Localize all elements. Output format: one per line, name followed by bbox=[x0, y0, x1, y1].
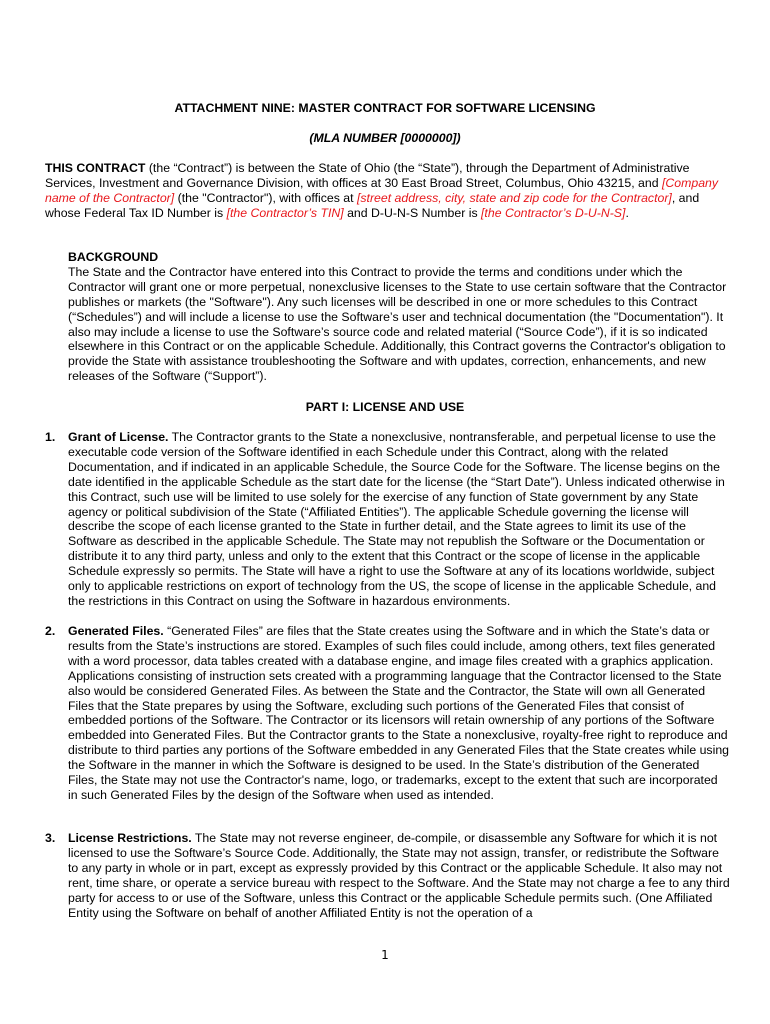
background-text: The State and the Contractor have entered into this Contract to provide the terms and conditions under which the Contractor will grant one or more perpetual, nonexclusive licenses to the State to use certain software that the Contractor publishes or markets (the "Software"). Any such licenses will be described in one or more schedules to this Contract (“Schedules”) and will include a license to use the Software’s user and technical documentation (the "Documentation"). It also may include a license to use the Software’s source code and related material (“Source Code”), if it is so indicated elsewhere in this Contract or on the applicable Schedule. Additionally, this Contract governs the Contractor's obligation to provide the State with assistance troubleshooting the Software and with updates, correction, enhancements, and new releases of the Software (“Support”). bbox=[68, 264, 727, 384]
section-generated-files bbox=[45, 624, 730, 803]
intro-text-3: , and whose Federal Tax ID Number is bbox=[45, 190, 700, 220]
section-text: The State may not reverse engineer, de-compile, or disassemble any Software for which it is not licensed to use the Software’s Source Code. Additionally, the State may not assign, transfer, or redistribute the Software to any party in whole or in part, except as expressly provided by this Contract or the applicable Schedule. It also may not rent, time share, or operate a service bureau with respect to the Software. And the State may not charge a fee to any third party for access to or use of the Software, unless this Contract or the applicable Schedule permits such. (One Affiliated Entity using the Software on behalf of another Affiliated Entity is not the operation of a bbox=[68, 831, 730, 920]
page-number: 1 bbox=[381, 948, 389, 962]
intro-text-5: . bbox=[625, 205, 629, 220]
address-placeholder: [street address, city, state and zip code for the Contractor] bbox=[356, 190, 672, 205]
intro-lead: THIS CONTRACT bbox=[45, 161, 146, 175]
section-text: “Generated Files” are files that the State creates using the Software and in which the State’s data or results from the State’s instructions are stored. Examples of such files could include, among others, text files generated with a word processor, data tables created with a database engine, and image files created with a graphics application. Applications consisting of instruction sets created with a programming language that the Contractor licensed to the State also would be considered Generated Files. As between the State and the Contractor, the State will own all Generated Files that the State prepares by using the Software, excluding such portions of the Generated Files that consist of embedded portions of the Software. The Contractor or its licensors will retain ownership of any portions of the Software embedded into Generated Files. But the Contractor grants to the State a nonexclusive, royalty-free right to reproduce and distribute to third parties any portions of the Software embedded in any Generated Files that the State creates while using the Software in the manner in which the Software is designed to be used. In the State’s distribution of the Generated Files, the State may not use the Contractor's name, logo, or trademarks, except to the extent that such are incorporated in such Generated Files by the design of the Software when used as intended. bbox=[68, 624, 729, 802]
section-grant-of-license bbox=[45, 430, 730, 609]
section-number: 3. bbox=[45, 831, 56, 845]
intro-text-4: and D-U-N-S Number is bbox=[343, 205, 482, 220]
section-number: 2. bbox=[45, 624, 56, 638]
section-heading: License Restrictions. bbox=[68, 831, 192, 845]
section-license-restrictions bbox=[45, 831, 730, 920]
section-text: The Contractor grants to the State a nonexclusive, nontransferable, and perpetual license to use the executable code version of the Software identified in each Schedule under this Contract, along with the related Documentation, and if indicated in an applicable Schedule, the Source Code for the Software. The license begins on the date identified in the applicable Schedule as the start date for the license (the “Start Date”). Unless indicated otherwise in this Contract, such use will be limited to use solely for the exercise of any function of State government by any State agency or political subdivision of the State (“Affiliated Entities”). The applicable Schedule governing the license will describe the scope of each license granted to the State in further detail, and the State agrees to limit its use of the Software as described in the applicable Schedule. The State may not republish the Software or the Documentation or distribute it to any third party, unless and only to the extent that this Contract or the scope of license in the applicable Schedule expressly so permits. The State will have a right to use the Software at any of its locations worldwide, subject only to applicable restrictions on export of technology from the US, the scope of license in the applicable Schedule, and the restrictions in this Contract on using the Software in hazardous environments. bbox=[68, 430, 725, 608]
document-title: ATTACHMENT NINE: MASTER CONTRACT FOR SOFTWARE LICENSING bbox=[174, 101, 596, 115]
section-heading: Grant of License. bbox=[68, 430, 169, 444]
intro-text-2: (the "Contractor"), with offices at bbox=[174, 190, 357, 205]
tin-placeholder: [the Contractor’s TIN] bbox=[226, 205, 344, 220]
duns-placeholder: [the Contractor’s D-U-N-S] bbox=[481, 205, 626, 220]
background-heading: BACKGROUND bbox=[68, 250, 159, 264]
mla-number: (MLA NUMBER [0000000]) bbox=[309, 131, 461, 145]
part-heading: PART I: LICENSE AND USE bbox=[305, 400, 465, 414]
section-number: 1. bbox=[45, 430, 56, 444]
company-placeholder: [Company name of the Contractor] bbox=[45, 175, 719, 205]
intro-text-1: (the “Contract”) is between the State of Ohio (the “State”), through the Department of Administrative Services, Investment and Governance Division, with offices at 30 East Broad Street, Columbus, Ohio 43215, and bbox=[45, 161, 690, 190]
section-heading: Generated Files. bbox=[68, 624, 164, 638]
intro-paragraph bbox=[45, 161, 730, 221]
background-section bbox=[68, 250, 730, 384]
